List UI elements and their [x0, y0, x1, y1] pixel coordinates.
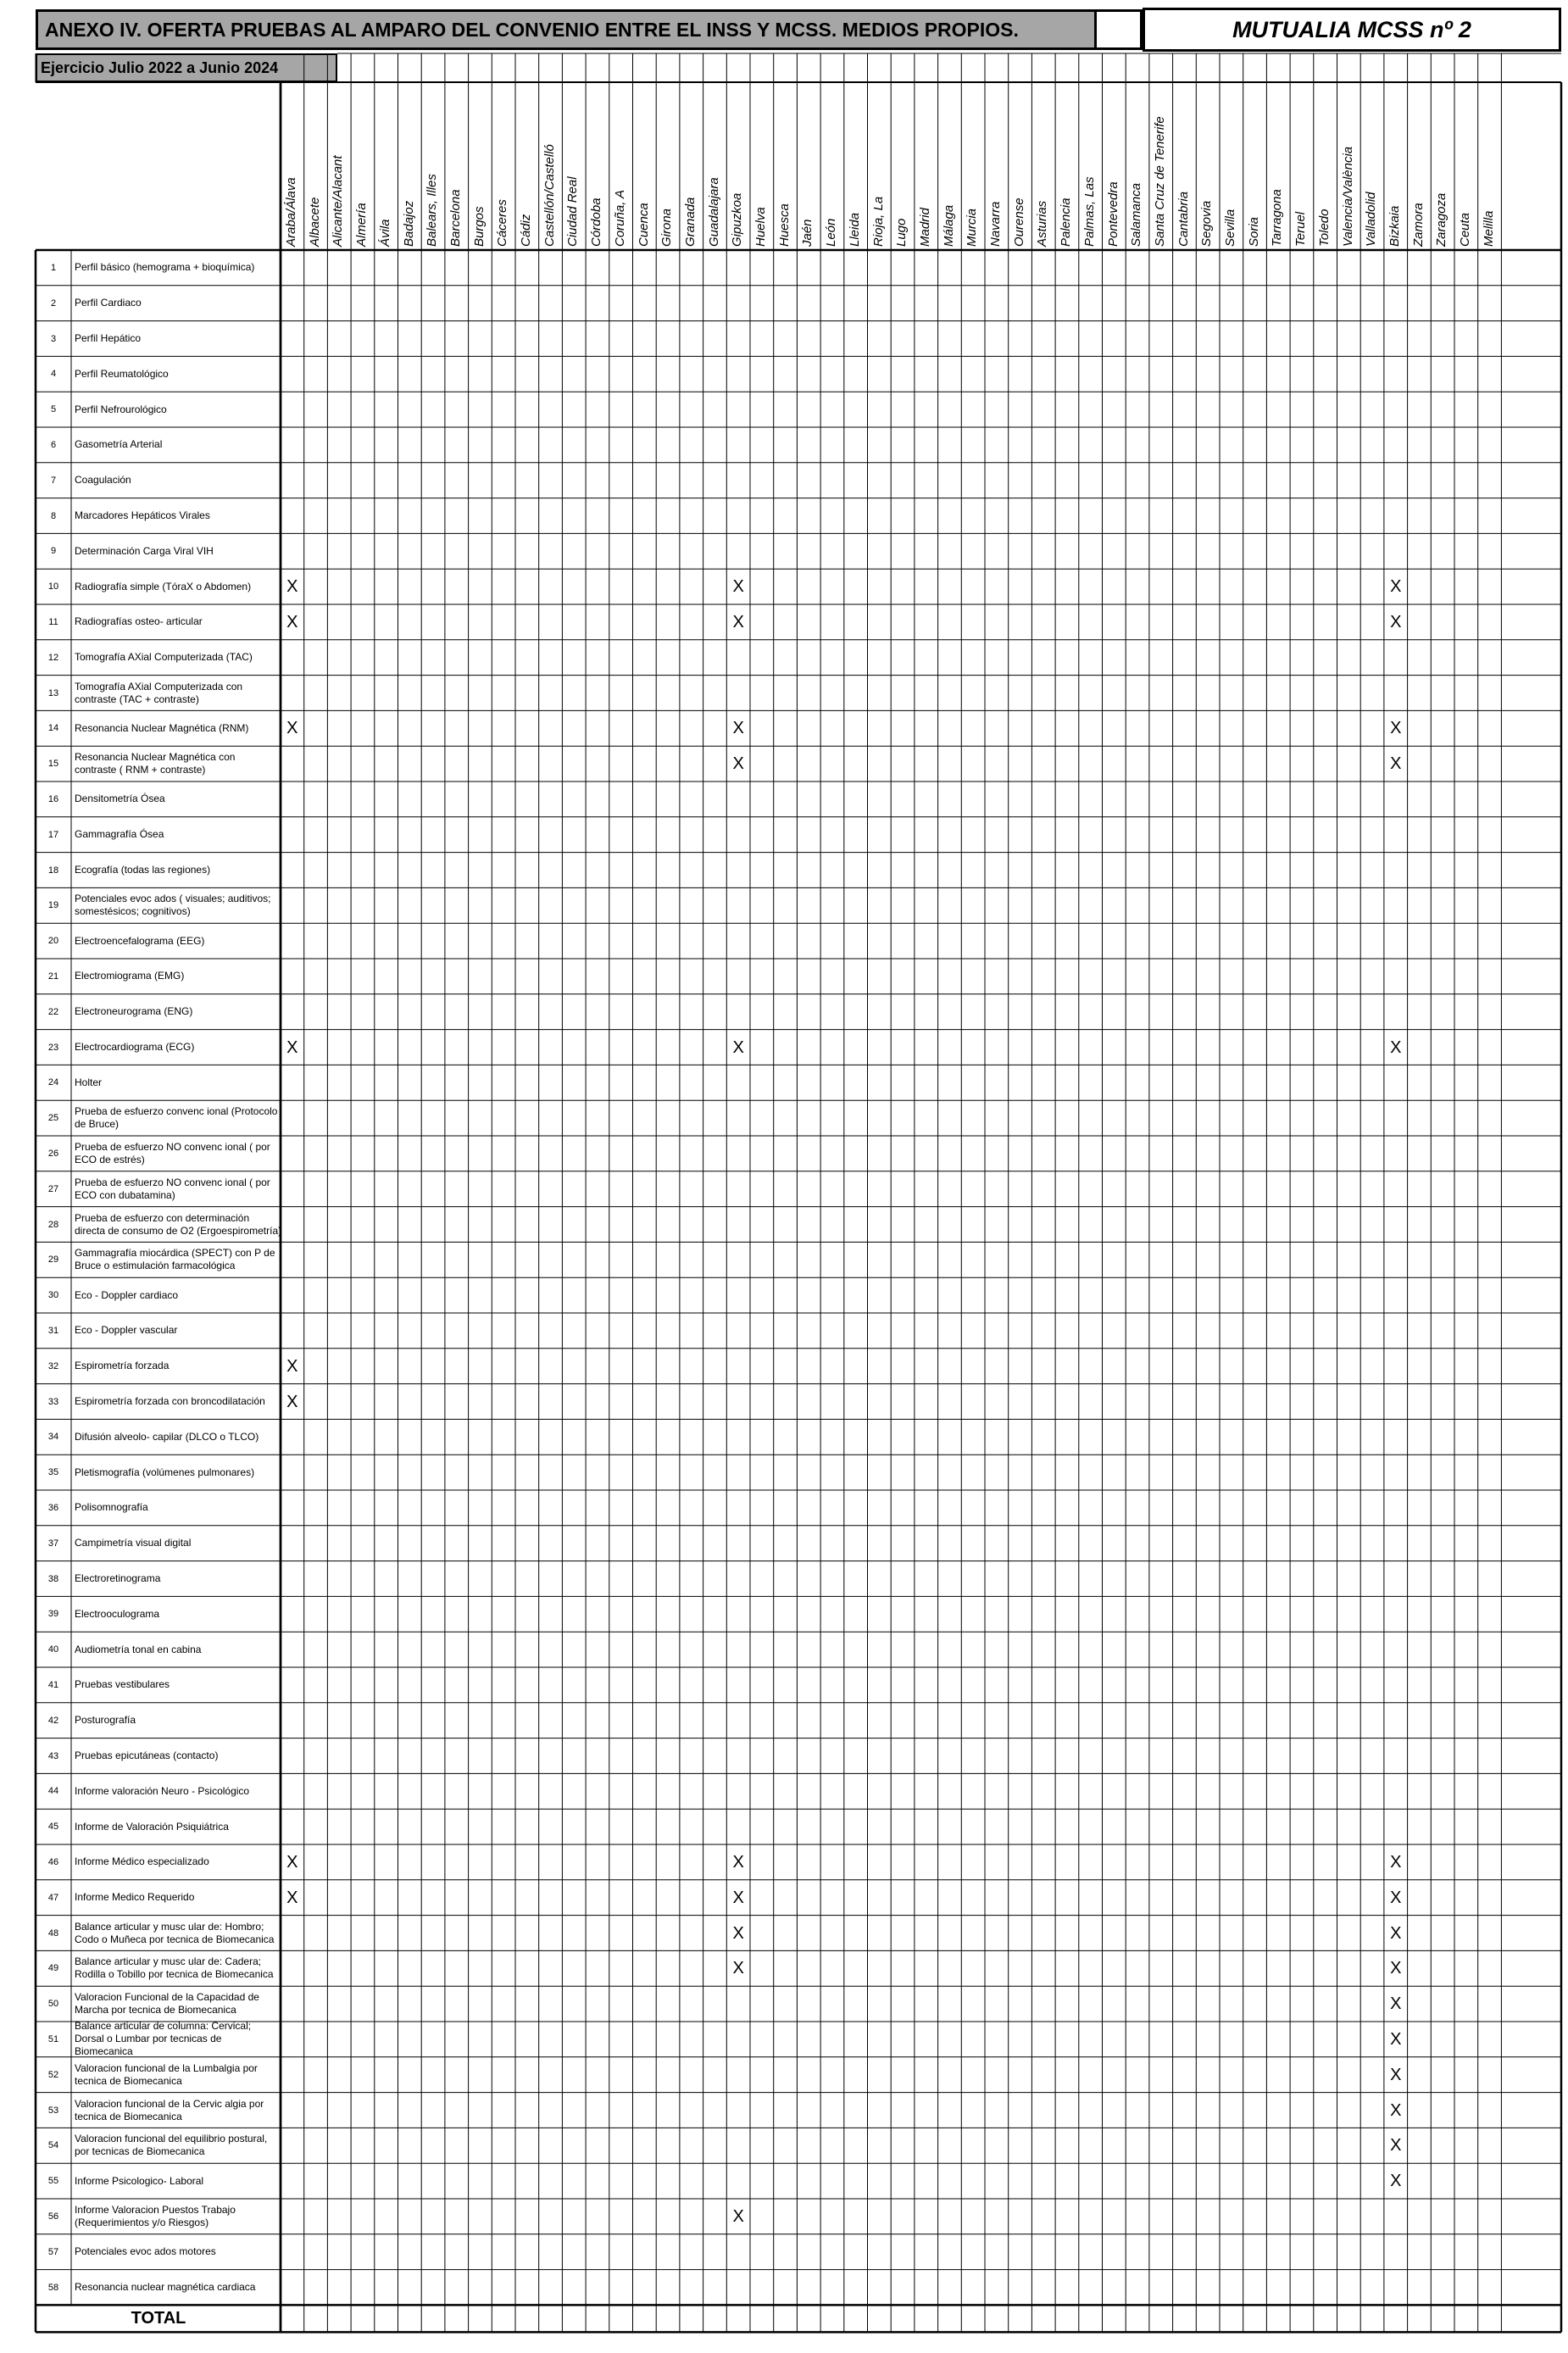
province-header: Albacete	[307, 197, 322, 247]
row-number: 47	[47, 1892, 59, 1903]
test-label: Valoracion funcional de la Lumbalgia por	[75, 2061, 258, 2074]
province-header: Almería	[354, 203, 370, 247]
offer-mark: X	[732, 577, 744, 597]
province-header: Murcia	[965, 208, 980, 247]
province-header: Castellón/Castelló	[542, 144, 557, 247]
province-header: Cáceres	[495, 199, 510, 247]
row-number: 39	[47, 1609, 59, 1620]
offer-mark: X	[1390, 1888, 1402, 1907]
row-number: 6	[50, 439, 57, 450]
test-label: Espirometría forzada	[75, 1360, 170, 1372]
row-number: 12	[47, 652, 59, 663]
test-label: de Bruce)	[75, 1118, 120, 1131]
province-header: Lugo	[894, 218, 909, 247]
test-label: Balance articular y musc ular de: Hombro;	[75, 1920, 264, 1933]
offer-mark: X	[286, 1852, 298, 1872]
test-label: somestésicos; cognitivos)	[75, 905, 191, 918]
offer-mark: X	[1390, 2065, 1402, 2084]
test-label: Densitometría Ósea	[75, 793, 165, 805]
row-number: 55	[47, 2176, 59, 2187]
offer-mark: X	[1390, 2029, 1402, 2049]
test-label: Difusión alveolo- capilar (DLCO o TLCO)	[75, 1430, 259, 1443]
row-number: 57	[47, 2246, 59, 2257]
row-number: 28	[47, 1219, 59, 1230]
offer-mark: X	[732, 1852, 744, 1872]
province-header: Guadalajara	[706, 177, 721, 247]
test-label: Campimetría visual digital	[75, 1537, 192, 1549]
row-number: 44	[47, 1786, 59, 1797]
province-header: León	[824, 218, 839, 247]
province-header: Segovia	[1199, 200, 1215, 247]
province-header: Gipuzkoa	[730, 192, 745, 247]
test-label: Prueba de esfuerzo con determinación	[75, 1211, 250, 1224]
test-label: Gammagrafía miocárdica (SPECT) con P de	[75, 1247, 275, 1260]
row-number: 3	[50, 333, 57, 344]
row-number: 45	[47, 1822, 59, 1833]
province-header: Tarragona	[1270, 189, 1285, 247]
test-label: Resonancia Nuclear Magnética con	[75, 751, 236, 764]
row-number: 2	[50, 298, 57, 309]
row-number: 32	[47, 1360, 59, 1371]
province-header: Toledo	[1316, 209, 1332, 247]
row-number: 52	[47, 2069, 59, 2080]
offer-mark: X	[732, 754, 744, 774]
province-header: Huesca	[776, 203, 792, 247]
offer-mark: X	[286, 1888, 298, 1907]
offer-mark: X	[286, 719, 298, 738]
mutua-name: MUTUALIA MCSS nº 2	[1143, 8, 1561, 52]
row-number: 58	[47, 2282, 59, 2293]
province-header: Rioja, La	[870, 196, 886, 247]
row-number: 36	[47, 1502, 59, 1513]
row-number: 21	[47, 971, 59, 982]
test-label: Informe de Valoración Psiquiátrica	[75, 1820, 229, 1833]
test-label: Dorsal o Lumbar por tecnicas de	[75, 2033, 222, 2045]
offer-mark: X	[732, 1888, 744, 1907]
test-label: Pruebas vestibulares	[75, 1678, 170, 1691]
row-number: 41	[47, 1679, 59, 1690]
test-label: por tecnicas de Biomecanica	[75, 2145, 205, 2158]
row-number: 14	[47, 723, 59, 734]
province-header: Valladolid	[1364, 192, 1379, 247]
test-label: Tomografía AXial Computerizada (TAC)	[75, 651, 253, 664]
test-label: Resonancia Nuclear Magnética (RNM)	[75, 721, 249, 734]
province-header: Navarra	[988, 201, 1003, 247]
row-number: 16	[47, 793, 59, 804]
province-header: Burgos	[471, 206, 487, 247]
test-label: Prueba de esfuerzo NO convenc ional ( por	[75, 1176, 270, 1188]
test-label: Electrooculograma	[75, 1607, 160, 1620]
test-label: Bruce o estimulación farmacológica	[75, 1260, 236, 1272]
province-header: Coruña, A	[612, 190, 627, 247]
province-header: Bizkaia	[1387, 205, 1402, 247]
province-header: Teruel	[1293, 211, 1309, 247]
test-label: Informe Psicologico- Laboral	[75, 2174, 204, 2187]
offer-mark: X	[732, 1923, 744, 1943]
province-header: Cádiz	[519, 214, 533, 247]
province-header: Ceuta	[1458, 212, 1472, 247]
row-number: 4	[50, 369, 57, 380]
province-header: Salamanca	[1129, 182, 1144, 247]
row-number: 35	[47, 1467, 59, 1478]
row-number: 25	[47, 1113, 59, 1124]
offer-mark: X	[732, 1037, 744, 1057]
row-number: 20	[47, 936, 59, 947]
row-number: 40	[47, 1644, 59, 1655]
test-label: Ecografía (todas las regiones)	[75, 864, 211, 876]
province-header: Ávila	[377, 219, 392, 247]
test-label: Potenciales evoc ados motores	[75, 2245, 216, 2258]
test-label: Informe Medico Requerido	[75, 1891, 195, 1904]
province-header: Palmas, Las	[1081, 176, 1097, 247]
row-number: 10	[47, 581, 59, 592]
province-header: Granada	[682, 197, 698, 247]
row-number: 30	[47, 1290, 59, 1301]
test-label: Informe Médico especializado	[75, 1855, 209, 1868]
province-header: Balears, Illes	[425, 174, 440, 247]
row-number: 31	[47, 1325, 59, 1336]
row-number: 54	[47, 2140, 59, 2151]
row-number: 48	[47, 1927, 59, 1939]
offer-mark: X	[1390, 1994, 1402, 2014]
test-label: directa de consumo de O2 (Ergoespirometría)	[75, 1224, 282, 1237]
row-number: 13	[47, 687, 59, 698]
test-label: Pletismografía (volúmenes pulmonares)	[75, 1466, 255, 1478]
row-number: 50	[47, 1999, 59, 2010]
test-label: Radiografías osteo- articular	[75, 615, 203, 628]
test-label: Electroencefalograma (EEG)	[75, 934, 205, 947]
row-number: 42	[47, 1715, 59, 1726]
row-number: 43	[47, 1750, 59, 1761]
row-number: 26	[47, 1148, 59, 1159]
test-label: Perfil Hepático	[75, 332, 142, 344]
test-label: Tomografía AXial Computerizada con	[75, 680, 243, 693]
test-label: Resonancia nuclear magnética cardiaca	[75, 2281, 256, 2293]
province-header: Asturias	[1035, 200, 1050, 247]
offer-mark: X	[286, 612, 298, 631]
row-number: 8	[50, 510, 57, 521]
test-label: Electroneurograma (ENG)	[75, 1005, 193, 1018]
province-header: Alicante/Alacant	[331, 155, 346, 247]
test-label: Perfil Cardiaco	[75, 297, 142, 309]
test-label: Rodilla o Tobillo por tecnica de Biomecanica	[75, 1968, 274, 1981]
offer-mark: X	[732, 719, 744, 738]
row-number: 18	[47, 865, 59, 876]
test-label: Perfil Nefrourológico	[75, 403, 167, 415]
test-label: Valoracion Funcional de la Capacidad de	[75, 1991, 259, 2004]
province-header: Araba/Álava	[284, 177, 298, 247]
offer-mark: X	[1390, 1959, 1402, 1978]
province-header: Sevilla	[1223, 209, 1237, 247]
row-number: 49	[47, 1963, 59, 1974]
test-label: Balance articular de columna: Cervical;	[75, 2020, 252, 2033]
test-label: (Requerimientos y/o Riesgos)	[75, 2216, 209, 2228]
row-number: 9	[50, 546, 57, 557]
province-header: Cantabria	[1176, 191, 1191, 247]
province-header: Zaragoza	[1434, 192, 1449, 247]
row-number: 53	[47, 2105, 59, 2116]
test-label: Eco - Doppler vascular	[75, 1324, 178, 1337]
row-number: 7	[50, 475, 57, 486]
province-header: Valencia/València	[1340, 146, 1355, 247]
test-label: Posturografía	[75, 1714, 136, 1727]
offer-mark: X	[286, 1037, 298, 1057]
province-header: Cuenca	[636, 203, 651, 247]
test-label: Balance articular y musc ular de: Cadera;	[75, 1955, 262, 1968]
test-label: Gasometría Arterial	[75, 438, 163, 451]
province-header: Palencia	[1059, 197, 1074, 247]
row-number: 5	[50, 404, 57, 415]
offer-mark: X	[1390, 2136, 1402, 2156]
test-label: contraste ( RNM + contraste)	[75, 764, 206, 776]
test-label: Biomecanica	[75, 2045, 133, 2058]
offer-mark: X	[286, 1392, 298, 1411]
row-number: 19	[47, 900, 59, 911]
offer-mark: X	[1390, 2172, 1402, 2191]
test-label: contraste (TAC + contraste)	[75, 693, 199, 705]
province-header: Ourense	[1011, 197, 1026, 247]
test-label: ECO de estrés)	[75, 1153, 145, 1165]
province-header: Huelva	[753, 207, 768, 247]
row-number: 15	[47, 759, 59, 770]
test-label: Informe Valoracion Puestos Trabajo	[75, 2203, 236, 2216]
test-label: Gammagrafía Ósea	[75, 828, 164, 841]
offer-mark: X	[1390, 577, 1402, 597]
test-label: Espirometría forzada con broncodilatación	[75, 1395, 265, 1407]
offer-mark: X	[732, 1959, 744, 1978]
row-number: 38	[47, 1573, 59, 1584]
row-number: 29	[47, 1254, 59, 1266]
row-number: 23	[47, 1042, 59, 1053]
offer-mark: X	[286, 577, 298, 597]
test-label: Radiografía simple (TóraX o Abdomen)	[75, 580, 252, 592]
province-header: Madrid	[917, 208, 932, 247]
row-number: 11	[48, 616, 58, 627]
province-header: Girona	[659, 208, 675, 247]
test-label: Electroretinograma	[75, 1572, 161, 1584]
test-label: Electromiograma (EMG)	[75, 970, 185, 982]
annex-title: ANEXO IV. OFERTA PRUEBAS AL AMPARO DEL CONVENIO ENTRE EL INSS Y MCSS. MEDIOS PROPIOS.	[36, 9, 1097, 50]
province-header: Pontevedra	[1105, 181, 1120, 247]
row-number: 22	[47, 1006, 59, 1017]
test-label: tecnica de Biomecanica	[75, 2074, 182, 2087]
test-label: Pruebas epicutáneas (contacto)	[75, 1749, 219, 1761]
row-number: 24	[47, 1077, 59, 1088]
province-header: Melilla	[1481, 210, 1496, 247]
row-number: 17	[47, 829, 59, 840]
test-label: Polisomnografía	[75, 1501, 148, 1514]
province-header: Ciudad Real	[565, 176, 581, 247]
test-label: Determinación Carga Viral VIH	[75, 544, 214, 557]
offer-mark: X	[286, 1356, 298, 1376]
test-label: Eco - Doppler cardiaco	[75, 1288, 179, 1301]
test-label: Valoracion funcional del equilibrio postural,	[75, 2133, 268, 2145]
test-label: Perfil Reumatológico	[75, 367, 169, 380]
province-header: Barcelona	[448, 189, 463, 247]
offer-mark: X	[1390, 2100, 1402, 2120]
province-header: Córdoba	[589, 197, 604, 247]
total-label: TOTAL	[131, 2309, 186, 2328]
test-label: Holter	[75, 1076, 103, 1088]
offer-mark: X	[732, 2206, 744, 2226]
test-label: Codo o Muñeca por tecnica de Biomecanica	[75, 1933, 275, 1945]
row-number: 27	[47, 1183, 59, 1194]
test-label: Valoracion funcional de la Cervic algia por	[75, 2097, 264, 2110]
province-header: Jaén	[800, 219, 815, 247]
test-label: tecnica de Biomecanica	[75, 2110, 182, 2122]
row-number: 1	[50, 262, 57, 273]
row-number: 34	[47, 1432, 59, 1443]
row-number: 33	[47, 1396, 59, 1407]
province-header: Badajoz	[401, 200, 416, 247]
province-header: Santa Cruz de Tenerife	[1152, 116, 1167, 247]
row-number: 37	[47, 1538, 59, 1549]
offer-mark: X	[1390, 1037, 1402, 1057]
province-header: Soria	[1246, 216, 1261, 247]
offer-mark: X	[1390, 612, 1402, 631]
test-label: Audiometría tonal en cabina	[75, 1643, 202, 1655]
test-label: Prueba de esfuerzo NO convenc ional ( por	[75, 1140, 270, 1153]
row-number: 46	[47, 1856, 59, 1867]
offer-mark: X	[1390, 1923, 1402, 1943]
province-header: Lleida	[847, 212, 862, 247]
offer-mark: X	[1390, 1852, 1402, 1872]
test-label: Potenciales evoc ados ( visuales; auditivos;	[75, 893, 271, 905]
offer-mark: X	[732, 612, 744, 631]
test-label: Informe valoración Neuro - Psicológico	[75, 1784, 250, 1797]
test-label: Prueba de esfuerzo convenc ional (Protocolo	[75, 1105, 278, 1118]
row-number: 56	[47, 2211, 59, 2222]
test-label: Perfil básico (hemograma + bioquímica)	[75, 261, 255, 274]
offer-mark: X	[1390, 754, 1402, 774]
test-label: Marcadores Hepáticos Virales	[75, 509, 210, 521]
row-number: 51	[47, 2033, 59, 2044]
offer-mark: X	[1390, 719, 1402, 738]
province-header: Málaga	[941, 204, 956, 247]
test-label: Coagulación	[75, 474, 131, 487]
period-label: Ejercicio Julio 2022 a Junio 2024	[36, 53, 337, 82]
province-header: Zamora	[1410, 203, 1426, 247]
test-label: ECO con dubatamina)	[75, 1188, 175, 1201]
test-label: Marcha por tecnica de Biomecanica	[75, 2004, 236, 2016]
test-label: Electrocardiograma (ECG)	[75, 1041, 195, 1053]
